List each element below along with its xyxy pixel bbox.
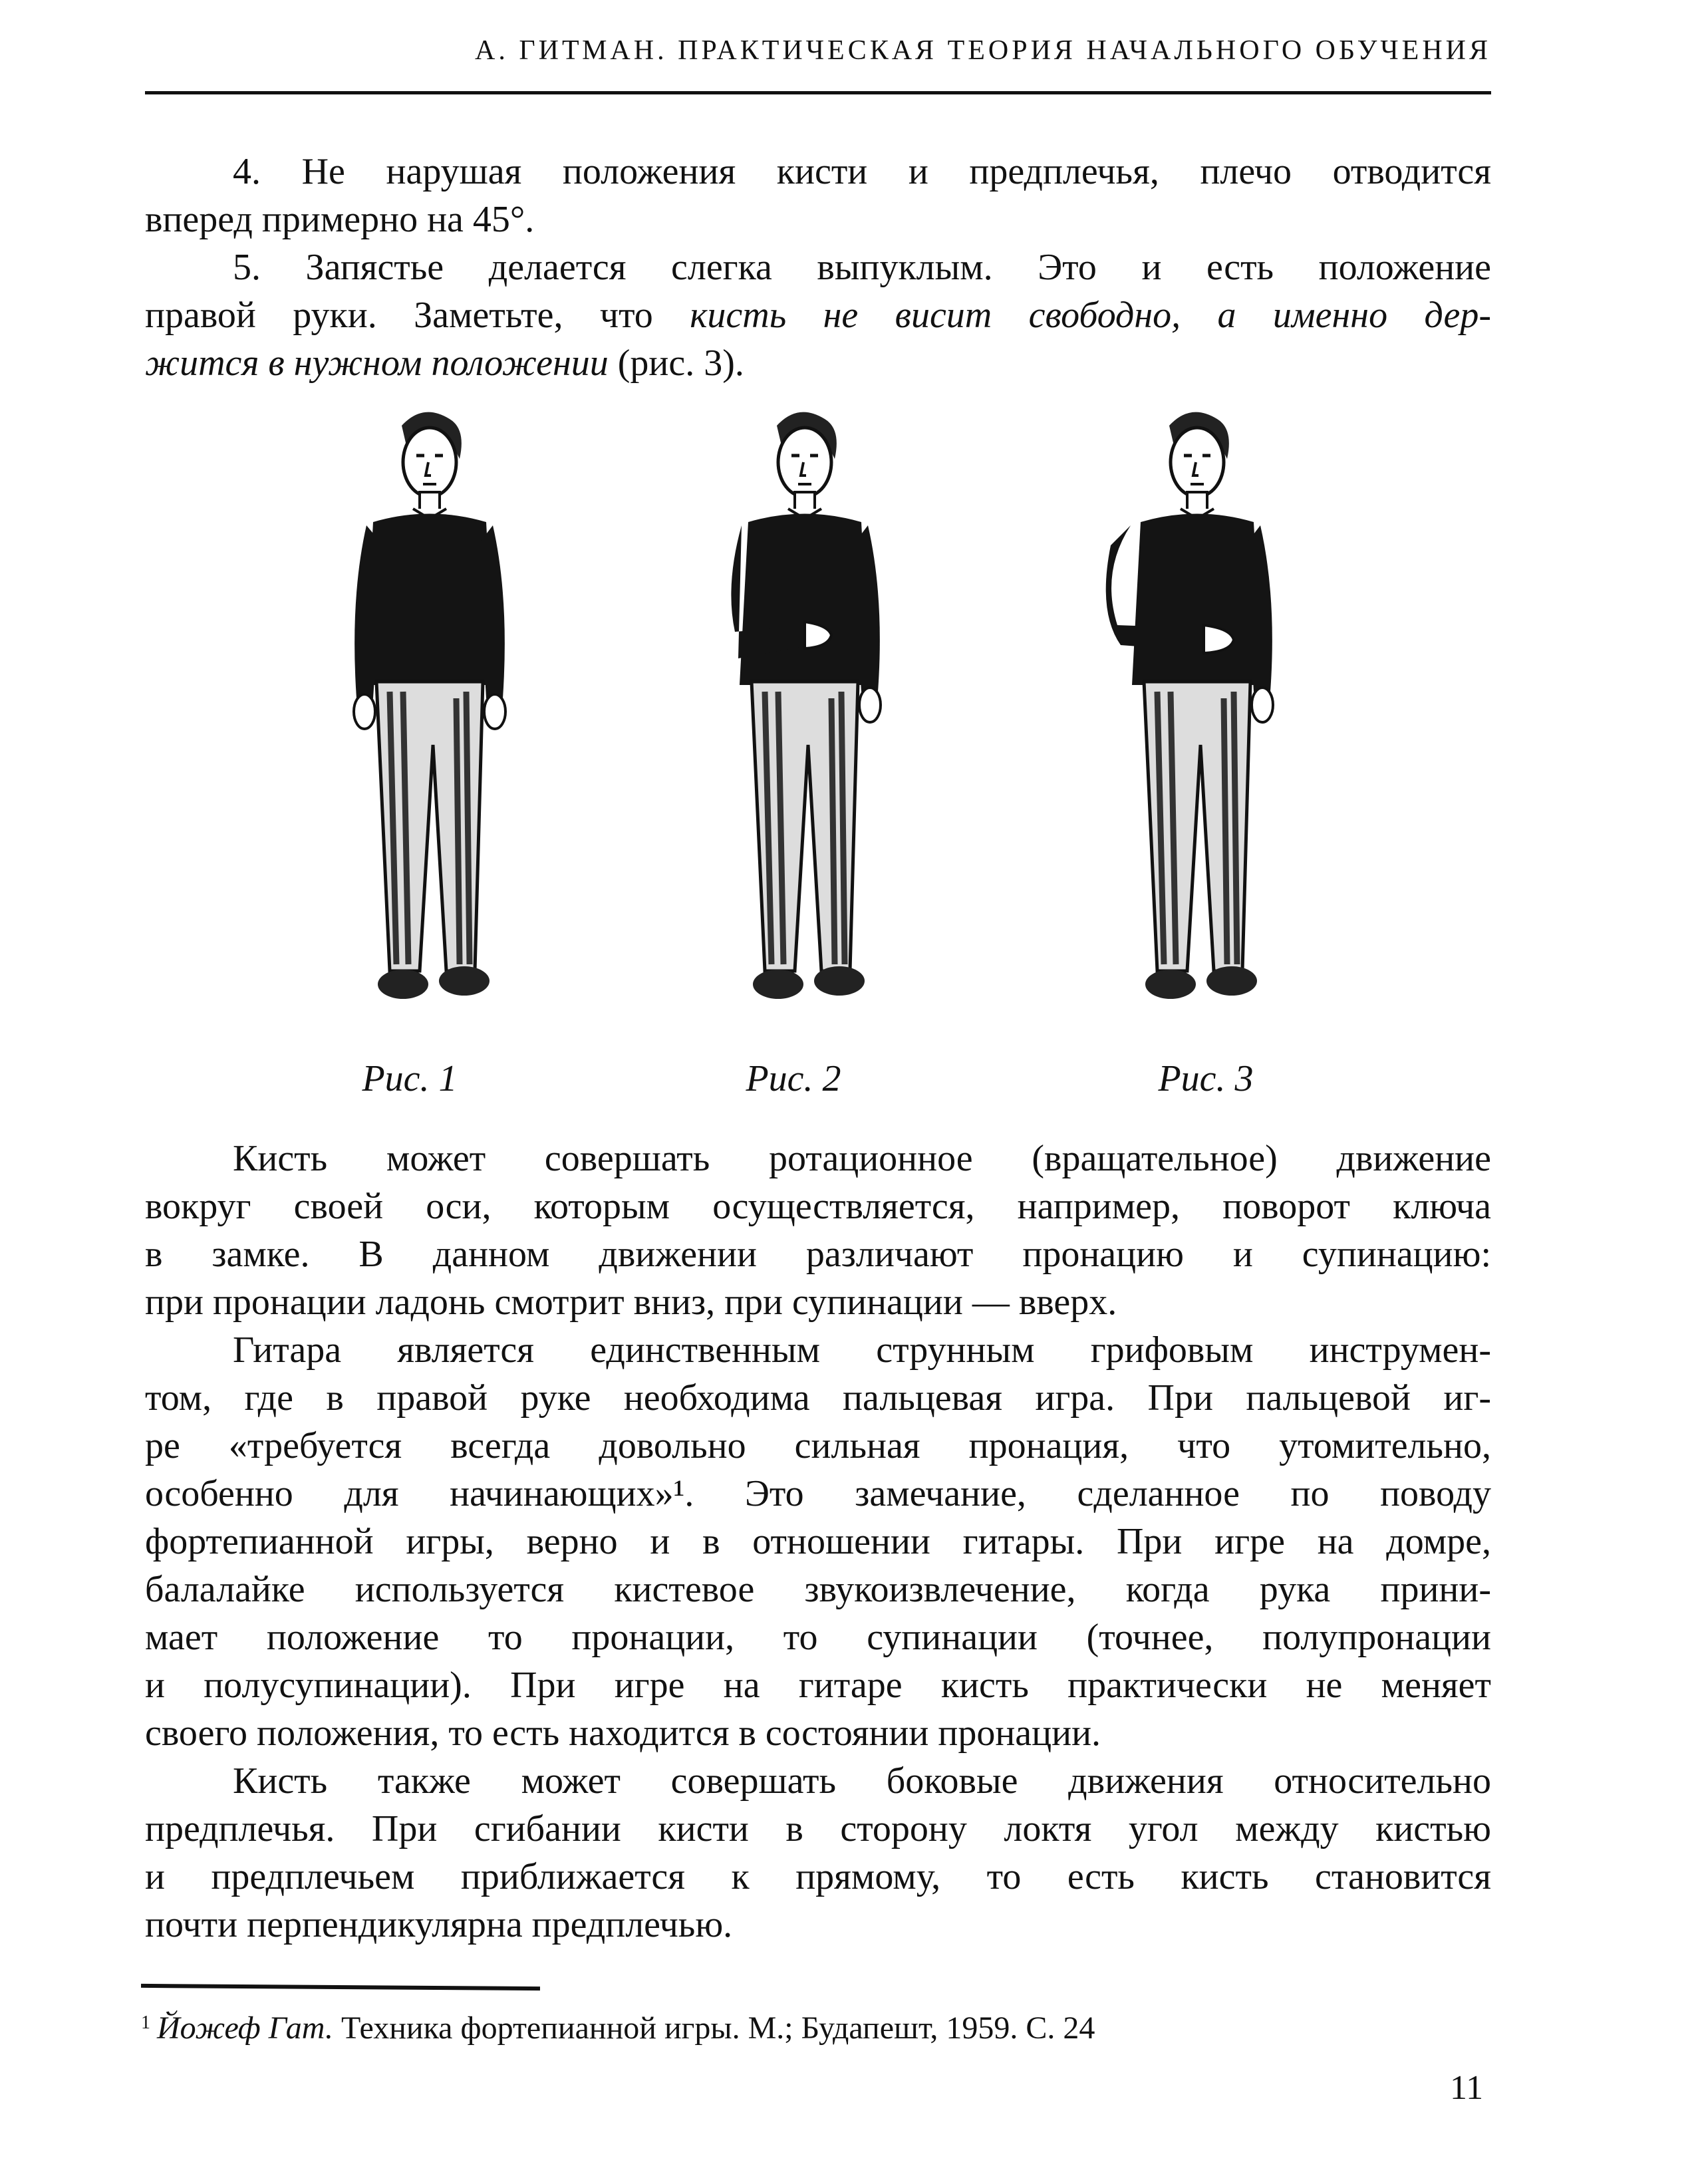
footnote-author: Йожеф Гат. bbox=[157, 2010, 334, 2046]
text-segment: предплечья. При сгибании кисти в сторону локтя угол между кистью bbox=[145, 1808, 1491, 1849]
text-line bbox=[145, 1566, 1491, 1613]
text-segment: особенно для начинающих»¹. Это замечание, сделанное по поводу bbox=[145, 1473, 1491, 1514]
text-line bbox=[145, 1709, 1491, 1757]
text-segment: балалайке используется кистевое звукоизвлечение, когда рука прини- bbox=[145, 1569, 1491, 1610]
text-line bbox=[145, 1518, 1491, 1566]
figure-2-drawing bbox=[698, 399, 911, 1044]
footnote-text: Техника фортепианной игры. М.; Будапешт, 1959. С. 24 bbox=[333, 2010, 1095, 2046]
text-segment: 5. Запястье делается слегка выпуклым. Это и есть положение bbox=[233, 247, 1491, 288]
italic-text: жится в нужном положении bbox=[145, 342, 609, 384]
text-segment: и предплечьем приближается к прямому, то есть кисть становится bbox=[145, 1856, 1491, 1897]
text-line bbox=[145, 1853, 1491, 1901]
figures-row bbox=[0, 399, 1688, 1051]
text-line bbox=[145, 1374, 1491, 1422]
text-segment: том, где в правой руке необходима пальцевая игра. При пальцевой иг- bbox=[145, 1377, 1491, 1419]
top-text-block bbox=[145, 148, 1491, 387]
text-line bbox=[145, 243, 1491, 291]
text-line bbox=[145, 1326, 1491, 1374]
text-segment: правой руки. Заметьте, что bbox=[145, 295, 690, 336]
text-line bbox=[145, 1278, 1491, 1326]
text-segment: своего положения, то есть находится в состоянии пронации. bbox=[145, 1712, 1101, 1754]
text-segment: и полусупинации). При игре на гитаре кисть практически не меняет bbox=[145, 1665, 1491, 1706]
text-segment: в замке. В данном движении различают пронацию и супинацию: bbox=[145, 1234, 1491, 1275]
text-line bbox=[145, 291, 1491, 339]
footnote bbox=[141, 2010, 1095, 2046]
figure-1-caption: Рис. 1 bbox=[362, 1058, 458, 1099]
italic-text: кисть не висит свободно, а именно дер- bbox=[690, 295, 1492, 336]
text-line bbox=[145, 1135, 1491, 1182]
text-segment: при пронации ладонь смотрит вниз, при супинации — вверх. bbox=[145, 1282, 1117, 1323]
text-segment: Кисть также может совершать боковые движения относительно bbox=[233, 1760, 1491, 1802]
figure-3-caption: Рис. 3 bbox=[1158, 1058, 1254, 1099]
figure-2-caption: Рис. 2 bbox=[746, 1058, 841, 1099]
text-line bbox=[145, 1805, 1491, 1853]
text-line bbox=[145, 1901, 1491, 1949]
text-line bbox=[145, 339, 1491, 387]
text-segment: почти перпендикулярна предплечью. bbox=[145, 1904, 733, 1945]
text-line bbox=[145, 196, 1491, 243]
footnote-rule bbox=[141, 1984, 540, 1990]
text-line bbox=[145, 1470, 1491, 1518]
text-segment: Кисть может совершать ротационное (вращательное) движение bbox=[233, 1138, 1491, 1179]
footnote-marker: 1 bbox=[141, 2012, 150, 2033]
text-segment: вокруг своей оси, которым осуществляется, например, поворот ключа bbox=[145, 1186, 1491, 1227]
text-segment: Гитара является единственным струнным грифовым инструмен- bbox=[233, 1329, 1491, 1371]
figure-1-drawing bbox=[323, 399, 536, 1044]
text-line bbox=[145, 1757, 1491, 1805]
text-segment: 4. Не нарушая положения кисти и предплечья, плечо отводится bbox=[233, 151, 1491, 192]
running-header: А. ГИТМАН. ПРАКТИЧЕСКАЯ ТЕОРИЯ НАЧАЛЬНОГО ОБУЧЕНИЯ bbox=[475, 35, 1491, 66]
text-segment: мает положение то пронации, то супинации (точнее, полупронации bbox=[145, 1617, 1491, 1658]
figure-3-drawing bbox=[1091, 399, 1304, 1044]
text-line bbox=[145, 1613, 1491, 1661]
text-segment: вперед примерно на 45°. bbox=[145, 199, 535, 240]
text-line bbox=[145, 1661, 1491, 1709]
text-line bbox=[145, 1230, 1491, 1278]
body-text-block bbox=[145, 1135, 1491, 1949]
header-rule bbox=[145, 91, 1491, 94]
text-line bbox=[145, 1422, 1491, 1470]
text-line bbox=[145, 1182, 1491, 1230]
text-line bbox=[145, 148, 1491, 196]
page-number: 11 bbox=[1450, 2069, 1484, 2107]
text-segment: (рис. 3). bbox=[608, 342, 744, 384]
text-segment: ре «требуется всегда довольно сильная пронация, что утомительно, bbox=[145, 1425, 1491, 1466]
text-segment: фортепианной игры, верно и в отношении гитары. При игре на домре, bbox=[145, 1521, 1491, 1562]
